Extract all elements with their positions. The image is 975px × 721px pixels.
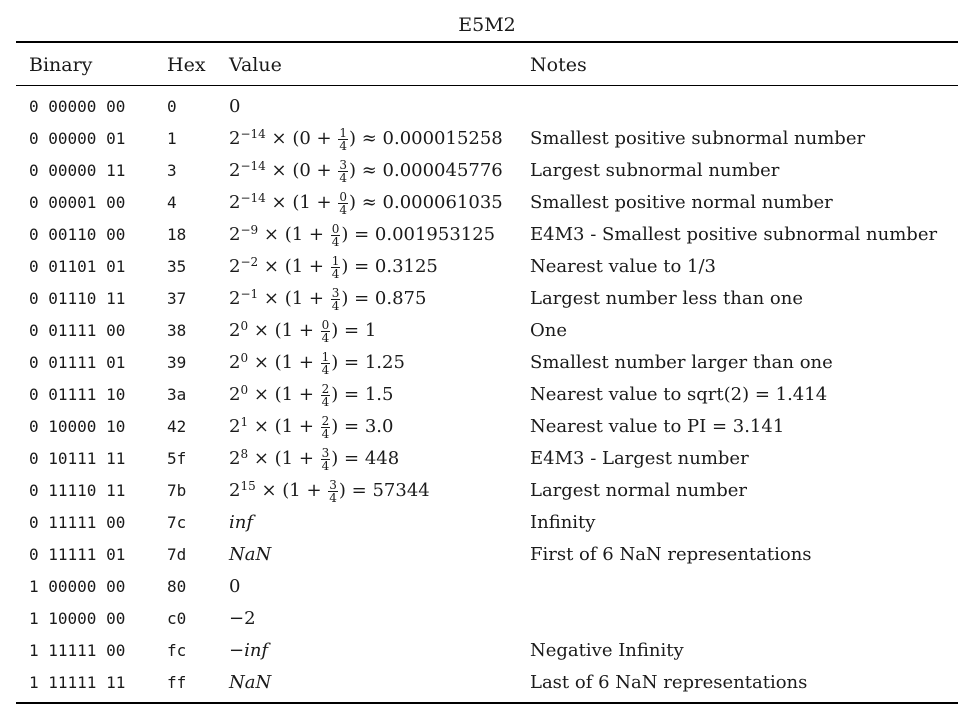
table-row [16, 123, 958, 155]
formula-base: 2 [229, 480, 241, 501]
fraction-numerator: 1 [339, 125, 347, 140]
table-row [16, 315, 958, 347]
binary-cell: 0 10111 11 [29, 449, 126, 468]
hex-cell: 4 [167, 193, 177, 212]
table-row [16, 347, 958, 379]
value-cell: NaN [229, 672, 272, 693]
notes-cell: Nearest value to 1/3 [530, 256, 716, 277]
value-cell: inf [229, 512, 254, 533]
formula-exponent: −14 [240, 159, 266, 173]
formula-base: 2 [229, 320, 241, 341]
value-formula [229, 475, 430, 507]
table-row [16, 155, 958, 187]
fraction [321, 351, 331, 376]
table-row [16, 539, 958, 571]
notes-cell: Largest number less than one [530, 288, 803, 309]
binary-cell: 0 11111 00 [29, 513, 126, 532]
hex-cell: c0 [167, 609, 187, 628]
hex-cell: 7b [167, 481, 187, 500]
binary-cell: 0 11111 01 [29, 545, 126, 564]
formula-exponent: 1 [240, 415, 249, 429]
formula-base: 2 [229, 160, 241, 181]
fraction-denominator: 4 [339, 202, 347, 217]
notes-cell: Infinity [530, 512, 596, 533]
binary-cell: 0 01111 00 [29, 321, 126, 340]
fraction [331, 287, 341, 312]
bottom-rule [16, 702, 958, 704]
formula-base: 2 [229, 384, 241, 405]
formula-base: 2 [229, 448, 241, 469]
notes-cell: Nearest value to sqrt(2) = 1.414 [530, 384, 828, 405]
fraction-numerator: 1 [331, 253, 340, 268]
formula-result: ) = 1.5 [331, 384, 394, 405]
table-row [16, 283, 958, 315]
hex-cell: 35 [167, 257, 187, 276]
formula-open: × (1 + [253, 416, 320, 437]
formula-exponent: −2 [240, 255, 259, 269]
notes-cell: Smallest positive normal number [530, 192, 833, 213]
formula-open: × (1 + [263, 224, 330, 245]
hex-cell: 42 [167, 417, 187, 436]
hex-cell: 18 [167, 225, 187, 244]
fraction-numerator: 3 [331, 285, 340, 300]
fraction [338, 159, 348, 184]
value-formula [229, 411, 393, 443]
formula-open: × (1 + [253, 320, 320, 341]
binary-cell: 1 11111 00 [29, 641, 126, 660]
table-row [16, 187, 958, 219]
fraction-numerator: 0 [339, 189, 347, 204]
notes-cell: Nearest value to PI = 3.141 [530, 416, 785, 437]
formula-exponent: −1 [240, 287, 259, 301]
fraction-numerator: 3 [339, 157, 347, 172]
fraction-denominator: 4 [339, 170, 347, 185]
table-row [16, 667, 958, 699]
notes-cell: First of 6 NaN representations [530, 544, 812, 565]
header-value: Value [229, 54, 282, 76]
hex-cell: ff [167, 673, 187, 692]
fraction-denominator: 4 [321, 458, 330, 473]
fraction-denominator: 4 [321, 362, 330, 377]
formula-open: × (0 + [271, 160, 338, 181]
binary-cell: 0 01111 01 [29, 353, 126, 372]
notes-cell: Last of 6 NaN representations [530, 672, 808, 693]
fraction-numerator: 3 [321, 445, 330, 460]
fraction-denominator: 4 [331, 234, 340, 249]
fraction-denominator: 4 [321, 330, 330, 345]
value-formula [229, 347, 405, 379]
value-formula [229, 251, 438, 283]
fraction [331, 255, 341, 280]
hex-cell: 7c [167, 513, 187, 532]
formula-open: × (1 + [271, 192, 338, 213]
formula-base: 2 [229, 288, 241, 309]
fraction [331, 223, 341, 248]
value-cell: NaN [229, 544, 272, 565]
value-formula [229, 379, 393, 411]
value-formula [229, 219, 495, 251]
fraction-denominator: 4 [331, 298, 340, 313]
fraction [338, 127, 348, 152]
formula-base: 2 [229, 192, 241, 213]
formula-exponent: 15 [240, 479, 256, 493]
value-formula [229, 187, 503, 219]
formula-result: ) ≈ 0.000061035 [348, 192, 503, 213]
fraction-numerator: 0 [331, 221, 340, 236]
fraction-numerator: 1 [321, 349, 330, 364]
binary-cell: 1 10000 00 [29, 609, 126, 628]
fraction-denominator: 4 [329, 490, 337, 505]
table-row [16, 635, 958, 667]
notes-cell: Largest normal number [530, 480, 748, 501]
formula-exponent: 0 [240, 351, 249, 365]
formula-result: ) = 57344 [338, 480, 430, 501]
formula-exponent: −9 [240, 223, 259, 237]
formula-base: 2 [229, 128, 241, 149]
top-rule [16, 41, 958, 43]
hex-cell: 7d [167, 545, 187, 564]
formula-result: ) = 0.875 [341, 288, 427, 309]
notes-cell: E4M3 - Largest number [530, 448, 749, 469]
formula-exponent: 8 [240, 447, 249, 461]
fraction-denominator: 4 [321, 426, 330, 441]
formula-result: ) = 1 [331, 320, 377, 341]
value-cell: 0 [229, 576, 241, 597]
fraction [328, 479, 338, 504]
value-cell: 0 [229, 96, 241, 117]
value-cell: −inf [229, 640, 269, 661]
hex-cell: fc [167, 641, 187, 660]
hex-cell: 37 [167, 289, 187, 308]
formula-base: 2 [229, 224, 241, 245]
binary-cell: 1 11111 11 [29, 673, 126, 692]
header-binary: Binary [29, 54, 93, 76]
notes-cell: Largest subnormal number [530, 160, 780, 181]
fraction [321, 415, 331, 440]
fraction [338, 191, 348, 216]
formula-result: ) ≈ 0.000015258 [348, 128, 503, 149]
formula-open: × (1 + [253, 448, 320, 469]
table-row [16, 379, 958, 411]
notes-cell: One [530, 320, 568, 341]
formula-result: ) = 0.3125 [341, 256, 438, 277]
fraction-denominator: 4 [331, 266, 340, 281]
binary-cell: 0 00000 11 [29, 161, 126, 180]
value-formula [229, 443, 399, 475]
formula-open: × (1 + [253, 384, 320, 405]
value-formula [229, 123, 503, 155]
value-formula [229, 155, 503, 187]
table-row [16, 91, 958, 123]
fraction [321, 383, 331, 408]
table-row [16, 571, 958, 603]
formula-base: 2 [229, 352, 241, 373]
table-row [16, 603, 958, 635]
fraction-numerator: 2 [321, 413, 330, 428]
binary-cell: 0 01101 01 [29, 257, 126, 276]
formula-open: × (0 + [271, 128, 338, 149]
formula-base: 2 [229, 256, 241, 277]
hex-cell: 3 [167, 161, 177, 180]
fraction-numerator: 0 [321, 317, 330, 332]
hex-cell: 3a [167, 385, 187, 404]
notes-cell: Negative Infinity [530, 640, 684, 661]
binary-cell: 0 01111 10 [29, 385, 126, 404]
fraction-numerator: 2 [321, 381, 330, 396]
table-row [16, 251, 958, 283]
formula-open: × (1 + [253, 352, 320, 373]
table-row [16, 475, 958, 507]
formula-base: 2 [229, 416, 241, 437]
formula-result: ) ≈ 0.000045776 [348, 160, 503, 181]
notes-cell: Smallest number larger than one [530, 352, 833, 373]
hex-cell: 38 [167, 321, 187, 340]
formula-exponent: −14 [240, 127, 266, 141]
fraction [321, 319, 331, 344]
table-title: E5M2 [458, 14, 516, 36]
formula-open: × (1 + [263, 256, 330, 277]
binary-cell: 0 00110 00 [29, 225, 126, 244]
formula-result: ) = 1.25 [331, 352, 405, 373]
table-row [16, 219, 958, 251]
notes-cell: E4M3 - Smallest positive subnormal number [530, 224, 938, 245]
binary-cell: 0 00000 00 [29, 97, 126, 116]
value-cell: −2 [229, 608, 256, 629]
formula-exponent: −14 [240, 191, 266, 205]
table-row [16, 507, 958, 539]
binary-cell: 0 10000 10 [29, 417, 126, 436]
binary-cell: 0 01110 11 [29, 289, 126, 308]
formula-exponent: 0 [240, 319, 249, 333]
header-hex: Hex [167, 54, 206, 76]
formula-open: × (1 + [261, 480, 328, 501]
hex-cell: 5f [167, 449, 187, 468]
fraction-denominator: 4 [339, 138, 347, 153]
table-row [16, 443, 958, 475]
hex-cell: 1 [167, 129, 177, 148]
binary-cell: 1 00000 00 [29, 577, 126, 596]
binary-cell: 0 11110 11 [29, 481, 126, 500]
formula-result: ) = 0.001953125 [341, 224, 496, 245]
hex-cell: 0 [167, 97, 177, 116]
value-formula [229, 315, 376, 347]
notes-cell: Smallest positive subnormal number [530, 128, 866, 149]
hex-cell: 80 [167, 577, 187, 596]
formula-result: ) = 448 [331, 448, 400, 469]
value-formula [229, 283, 426, 315]
table-body [16, 91, 958, 699]
header-rule [16, 85, 958, 86]
fraction-denominator: 4 [321, 394, 330, 409]
fraction-numerator: 3 [329, 477, 337, 492]
table-row [16, 411, 958, 443]
formula-result: ) = 3.0 [331, 416, 394, 437]
formula-open: × (1 + [263, 288, 330, 309]
binary-cell: 0 00001 00 [29, 193, 126, 212]
fraction [321, 447, 331, 472]
header-notes: Notes [530, 54, 587, 76]
binary-cell: 0 00000 01 [29, 129, 126, 148]
hex-cell: 39 [167, 353, 187, 372]
formula-exponent: 0 [240, 383, 249, 397]
